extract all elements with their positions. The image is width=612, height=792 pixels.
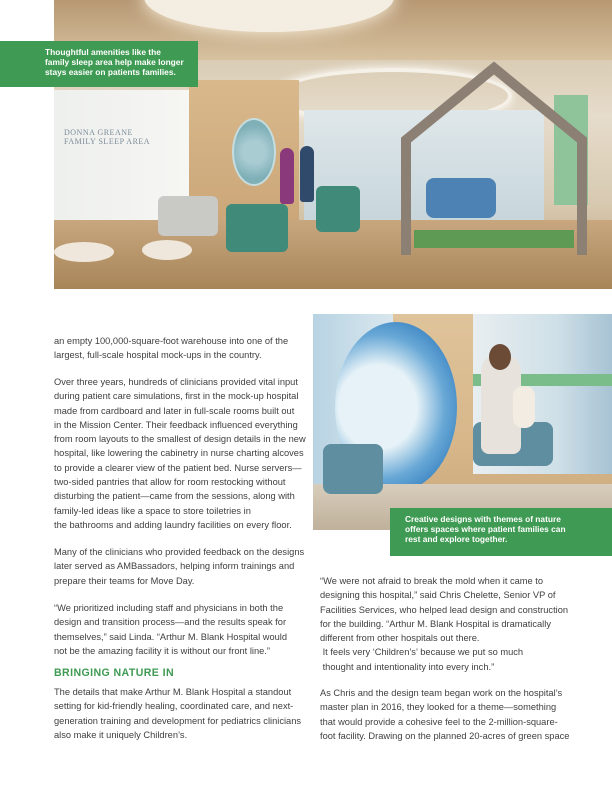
text-line: hospital, like lowering the cabinetry in nurse charting alcoves — [54, 448, 304, 459]
round-table — [142, 240, 192, 260]
text-line: in the Mission Center. Their feedback influenced everything — [54, 419, 298, 430]
paragraph — [54, 685, 304, 742]
text-line: foot facility. Drawing on the planned 20-acres of green space — [320, 730, 570, 741]
text-line: “We prioritized including staff and physicians in both the — [54, 603, 284, 613]
text-line: to provide a clearer view of the patient bed. Nurse servers— — [54, 462, 302, 473]
text-line: for the building. “Arthur M. Blank Hospital is dramatically — [320, 618, 551, 629]
woman-head — [489, 344, 511, 370]
text-line: later served as AMBassadors, helping inform trainings and — [54, 561, 295, 572]
blue-couch — [426, 178, 496, 218]
text-line: It feels very ‘Children’s’ because we put so much — [320, 647, 524, 658]
text-line: Facilities Services, who helped lead design and construction — [320, 604, 569, 615]
text-line: family-led ideas like a space to store toiletries in — [54, 505, 251, 516]
text-line: “We were not afraid to break the mold when it came to — [320, 576, 544, 586]
wall-sign — [64, 128, 150, 146]
text-line: Many of the clinicians who provided feedback on the designs — [54, 547, 305, 557]
text-line: disturbing the patient—came from the sessions, along with — [54, 491, 295, 502]
wall-sign-line: DONNA GREANE — [64, 128, 133, 137]
text-line: generation training and development for pediatrics clinicians — [54, 715, 302, 726]
green-armchair — [316, 186, 360, 232]
text-line: thought and intentionality into every inch.” — [320, 661, 495, 672]
blue-chair — [323, 444, 383, 494]
text-line: during patient care simulations, first in the mock-up hospital — [54, 391, 299, 402]
wall-sign-line: FAMILY SLEEP AREA — [64, 137, 151, 146]
caption-line: rest and explore together. — [405, 534, 508, 545]
caption-line: family sleep area help make longer — [45, 57, 184, 68]
paragraph — [54, 545, 304, 588]
decorative-disc — [232, 118, 276, 186]
text-line: As Chris and the design team began work on the hospital’s — [320, 688, 563, 698]
caption-line: stays easier on patients families. — [45, 67, 176, 78]
caption-line: Thoughtful amenities like the — [45, 47, 161, 57]
text-line: from room layouts to the smallest of design details in the new — [54, 434, 306, 445]
text-line: setting for kid-friendly healing, coordinated care, and next- — [54, 701, 294, 712]
text-line: two-sided pantries that allow for room restocking without — [54, 477, 286, 488]
text-line: largest, full-scale hospital mock-ups in the country. — [54, 350, 262, 361]
caption-line: Creative designs with themes of nature — [405, 514, 561, 524]
gray-sofa — [158, 196, 218, 236]
caption-line: offers spaces where patient families can — [405, 524, 566, 535]
child-figure — [513, 386, 535, 428]
paragraph — [54, 375, 304, 532]
green-armchair — [226, 204, 288, 252]
nature-themed-space-photo — [313, 314, 612, 530]
paragraph — [320, 574, 582, 674]
text-line: also make it uniquely Children’s. — [54, 729, 188, 740]
text-line: made from cardboard and later in full-scale rooms built out — [54, 405, 295, 416]
round-table — [54, 242, 114, 262]
text-line: different from other hospitals out there. — [320, 633, 480, 644]
photo-caption — [0, 41, 198, 87]
paragraph — [54, 601, 304, 658]
text-line: The details that make Arthur M. Blank Hospital a standout — [54, 687, 292, 697]
text-line: master plan in 2016, they looked for a theme—something — [320, 702, 557, 713]
house-frame-alcove — [394, 60, 594, 260]
photo-caption — [390, 508, 612, 556]
text-line: not be the amazing facility it is without our front line.” — [54, 645, 270, 656]
paragraph — [320, 686, 582, 743]
text-line: design and transition process—and the results speak for — [54, 617, 287, 628]
section-heading: BRINGING NATURE IN — [54, 667, 175, 679]
person-figure — [300, 146, 314, 202]
text-line: prepare their teams for Move Day. — [54, 575, 195, 586]
text-line: that would provide a cohesive feel to the 2-million-square- — [320, 716, 558, 727]
text-line: an empty 100,000-square-foot warehouse into one of the — [54, 336, 289, 346]
person-figure — [280, 148, 294, 204]
text-line: the bathrooms and adding laundry facilities on every floor. — [54, 519, 292, 530]
paragraph — [54, 334, 304, 363]
text-line: designing this hospital,” said Chris Chelette, Senior VP of — [320, 590, 556, 601]
text-line: themselves,” said Linda. “Arthur M. Blank Hospital would — [54, 631, 288, 642]
text-line: Over three years, hundreds of clinicians provided vital input — [54, 377, 298, 387]
